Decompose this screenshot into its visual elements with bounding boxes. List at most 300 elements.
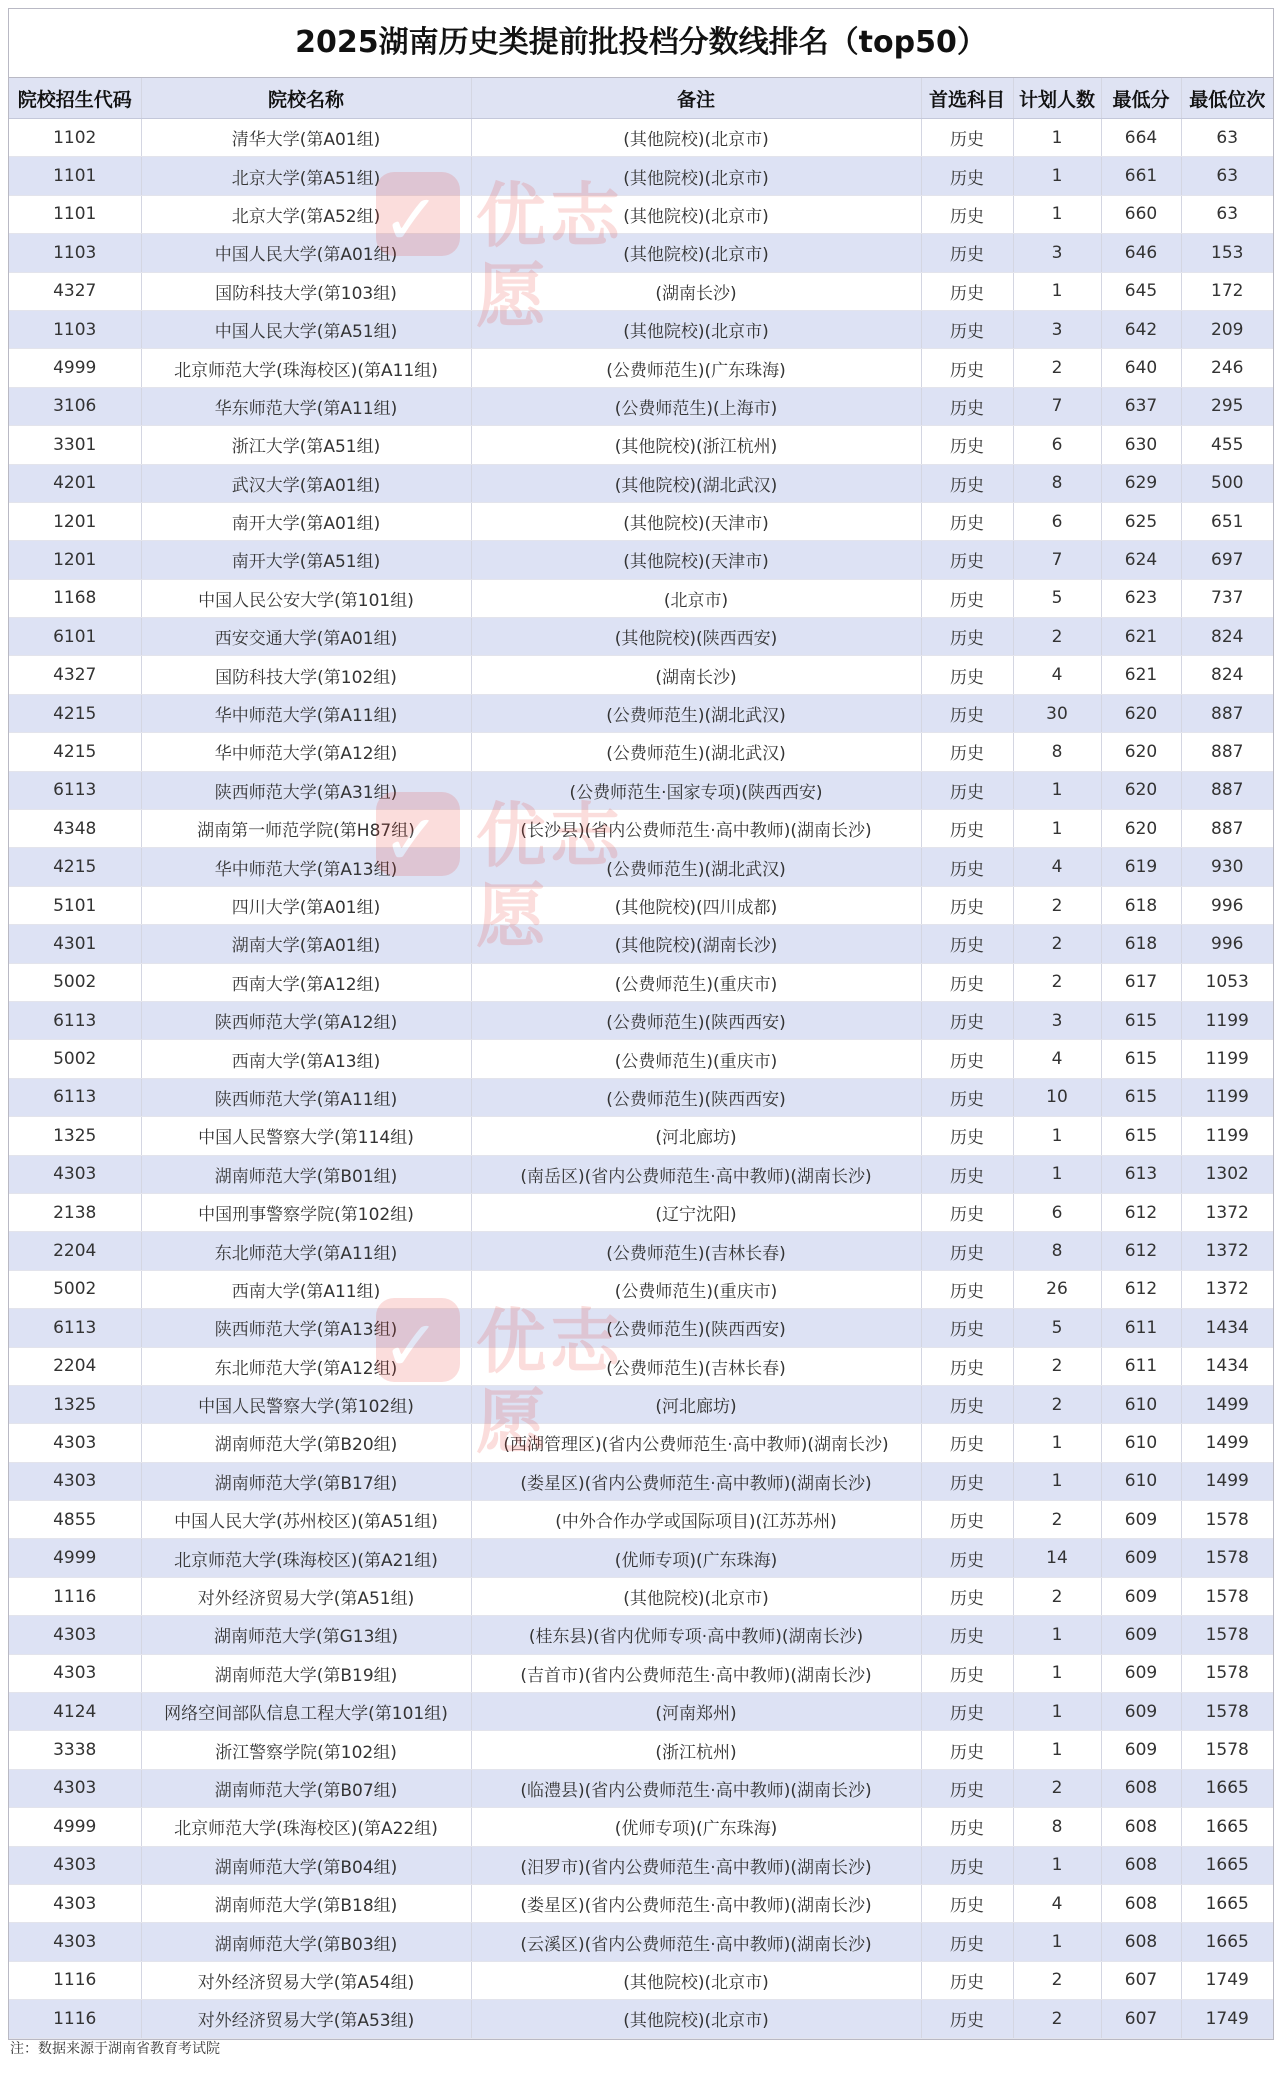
cell-school-name: 陕西师范大学(第A13组): [141, 1309, 471, 1347]
cell-min-score: 612: [1101, 1270, 1181, 1308]
cell-remarks: (公费师范生)(广东珠海): [471, 349, 921, 387]
header-school-name: 院校名称: [141, 78, 471, 119]
cell-remarks: (河北廊坊): [471, 1385, 921, 1423]
cell-school-name: 陕西师范大学(第A31组): [141, 771, 471, 809]
cell-min-rank: 737: [1181, 579, 1273, 617]
cell-min-rank: 1499: [1181, 1385, 1273, 1423]
cell-school-code: 4215: [9, 848, 141, 886]
table-row: [9, 349, 1273, 387]
cell-plan-count: 3: [1013, 1001, 1101, 1039]
cell-remarks: (公费师范生)(陕西西安): [471, 1001, 921, 1039]
cell-school-code: 3301: [9, 426, 141, 464]
table-row: [9, 1424, 1273, 1462]
cell-school-code: 3106: [9, 387, 141, 425]
table-body: [9, 119, 1273, 2039]
cell-school-code: 4303: [9, 1462, 141, 1500]
cell-school-code: 1325: [9, 1385, 141, 1423]
cell-school-name: 南开大学(第A01组): [141, 502, 471, 540]
cell-school-name: 东北师范大学(第A12组): [141, 1347, 471, 1385]
cell-min-rank: 887: [1181, 733, 1273, 771]
cell-subject: 历史: [921, 1040, 1013, 1078]
table-row: [9, 1232, 1273, 1270]
cell-school-name: 国防科技大学(第102组): [141, 656, 471, 694]
cell-min-score: 664: [1101, 119, 1181, 157]
cell-min-rank: 500: [1181, 464, 1273, 502]
table-row: [9, 1769, 1273, 1807]
cell-min-rank: 1665: [1181, 1884, 1273, 1922]
table-row: [9, 1923, 1273, 1961]
cell-remarks: (公费师范生)(湖北武汉): [471, 848, 921, 886]
cell-min-score: 629: [1101, 464, 1181, 502]
cell-school-name: 陕西师范大学(第A11组): [141, 1078, 471, 1116]
cell-subject: 历史: [921, 1961, 1013, 1999]
cell-plan-count: 3: [1013, 310, 1101, 348]
cell-min-rank: 1434: [1181, 1309, 1273, 1347]
cell-min-rank: 1665: [1181, 1923, 1273, 1961]
table-row: [9, 1385, 1273, 1423]
cell-school-code: 4855: [9, 1501, 141, 1539]
cell-subject: 历史: [921, 1193, 1013, 1231]
cell-min-rank: 887: [1181, 694, 1273, 732]
cell-subject: 历史: [921, 1462, 1013, 1500]
header-school-code: 院校招生代码: [9, 78, 141, 119]
cell-school-code: 4303: [9, 1155, 141, 1193]
cell-school-code: 4999: [9, 1808, 141, 1846]
cell-plan-count: 10: [1013, 1078, 1101, 1116]
table-row: [9, 1846, 1273, 1884]
cell-subject: 历史: [921, 349, 1013, 387]
table-row: [9, 1462, 1273, 1500]
cell-min-rank: 172: [1181, 272, 1273, 310]
cell-min-score: 620: [1101, 733, 1181, 771]
cell-school-code: 2204: [9, 1232, 141, 1270]
cell-min-score: 620: [1101, 694, 1181, 732]
cell-min-score: 615: [1101, 1117, 1181, 1155]
cell-remarks: (其他院校)(天津市): [471, 541, 921, 579]
cell-min-rank: 1302: [1181, 1155, 1273, 1193]
cell-school-name: 湖南师范大学(第B07组): [141, 1769, 471, 1807]
cell-plan-count: 1: [1013, 810, 1101, 848]
cell-school-code: 4303: [9, 1846, 141, 1884]
cell-min-rank: 1578: [1181, 1654, 1273, 1692]
cell-remarks: (其他院校)(浙江杭州): [471, 426, 921, 464]
cell-min-score: 642: [1101, 310, 1181, 348]
cell-min-rank: 209: [1181, 310, 1273, 348]
cell-min-rank: 1199: [1181, 1001, 1273, 1039]
table-row: [9, 502, 1273, 540]
cell-remarks: (娄星区)(省内公费师范生·高中教师)(湖南长沙): [471, 1884, 921, 1922]
cell-min-score: 608: [1101, 1808, 1181, 1846]
cell-school-name: 西安交通大学(第A01组): [141, 618, 471, 656]
cell-school-name: 中国人民大学(苏州校区)(第A51组): [141, 1501, 471, 1539]
cell-school-code: 4327: [9, 272, 141, 310]
cell-remarks: (长沙县)(省内公费师范生·高中教师)(湖南长沙): [471, 810, 921, 848]
cell-subject: 历史: [921, 1846, 1013, 1884]
cell-school-name: 华中师范大学(第A11组): [141, 694, 471, 732]
cell-subject: 历史: [921, 195, 1013, 233]
cell-school-code: 1116: [9, 2000, 141, 2038]
cell-min-score: 609: [1101, 1731, 1181, 1769]
cell-subject: 历史: [921, 464, 1013, 502]
table-row: [9, 1539, 1273, 1577]
cell-school-code: 1101: [9, 195, 141, 233]
cell-school-name: 湖南师范大学(第G13组): [141, 1616, 471, 1654]
cell-min-score: 637: [1101, 387, 1181, 425]
page-title: 2025湖南历史类提前批投档分数线排名（top50）: [9, 9, 1273, 78]
cell-school-name: 东北师范大学(第A11组): [141, 1232, 471, 1270]
cell-min-score: 621: [1101, 618, 1181, 656]
cell-min-score: 619: [1101, 848, 1181, 886]
cell-min-score: 612: [1101, 1232, 1181, 1270]
cell-remarks: (公费师范生)(重庆市): [471, 963, 921, 1001]
cell-min-rank: 246: [1181, 349, 1273, 387]
cell-school-name: 西南大学(第A13组): [141, 1040, 471, 1078]
cell-plan-count: 6: [1013, 1193, 1101, 1231]
cell-remarks: (湖南长沙): [471, 656, 921, 694]
cell-subject: 历史: [921, 925, 1013, 963]
cell-school-code: 4215: [9, 694, 141, 732]
cell-school-code: 1116: [9, 1961, 141, 1999]
cell-school-code: 5002: [9, 1040, 141, 1078]
cell-min-rank: 1749: [1181, 1961, 1273, 1999]
cell-school-code: 4303: [9, 1654, 141, 1692]
cell-min-rank: 824: [1181, 656, 1273, 694]
cell-plan-count: 2: [1013, 1961, 1101, 1999]
cell-min-score: 609: [1101, 1501, 1181, 1539]
cell-remarks: (云溪区)(省内公费师范生·高中教师)(湖南长沙): [471, 1923, 921, 1961]
cell-subject: 历史: [921, 234, 1013, 272]
table-row: [9, 2000, 1273, 2038]
cell-min-score: 609: [1101, 1616, 1181, 1654]
cell-school-name: 国防科技大学(第103组): [141, 272, 471, 310]
cell-school-code: 4303: [9, 1769, 141, 1807]
cell-min-score: 617: [1101, 963, 1181, 1001]
cell-min-rank: 996: [1181, 925, 1273, 963]
cell-plan-count: 2: [1013, 1501, 1101, 1539]
cell-subject: 历史: [921, 694, 1013, 732]
cell-school-name: 北京师范大学(珠海校区)(第A21组): [141, 1539, 471, 1577]
cell-subject: 历史: [921, 1270, 1013, 1308]
cell-min-score: 618: [1101, 925, 1181, 963]
table-row: [9, 1193, 1273, 1231]
cell-min-score: 620: [1101, 771, 1181, 809]
table-row: [9, 1501, 1273, 1539]
cell-subject: 历史: [921, 1654, 1013, 1692]
cell-remarks: (其他院校)(北京市): [471, 310, 921, 348]
cell-subject: 历史: [921, 618, 1013, 656]
cell-min-rank: 1665: [1181, 1846, 1273, 1884]
cell-plan-count: 2: [1013, 1577, 1101, 1615]
cell-min-rank: 1578: [1181, 1501, 1273, 1539]
cell-min-score: 609: [1101, 1539, 1181, 1577]
table-row: [9, 1884, 1273, 1922]
cell-remarks: (北京市): [471, 579, 921, 617]
cell-subject: 历史: [921, 1078, 1013, 1116]
cell-school-code: 6113: [9, 1001, 141, 1039]
cell-plan-count: 8: [1013, 1232, 1101, 1270]
cell-subject: 历史: [921, 733, 1013, 771]
table-row: [9, 1808, 1273, 1846]
cell-school-code: 1103: [9, 310, 141, 348]
cell-min-rank: 1199: [1181, 1078, 1273, 1116]
cell-min-rank: 1199: [1181, 1040, 1273, 1078]
cell-school-code: 4348: [9, 810, 141, 848]
cell-school-code: 4303: [9, 1923, 141, 1961]
cell-plan-count: 5: [1013, 1309, 1101, 1347]
cell-plan-count: 1: [1013, 1693, 1101, 1731]
cell-min-rank: 63: [1181, 157, 1273, 195]
cell-plan-count: 1: [1013, 1117, 1101, 1155]
cell-min-score: 646: [1101, 234, 1181, 272]
cell-remarks: (其他院校)(湖北武汉): [471, 464, 921, 502]
cell-subject: 历史: [921, 1923, 1013, 1961]
cell-school-name: 华中师范大学(第A13组): [141, 848, 471, 886]
cell-school-code: 1101: [9, 157, 141, 195]
cell-school-name: 湖南师范大学(第B20组): [141, 1424, 471, 1462]
cell-subject: 历史: [921, 2000, 1013, 2038]
cell-min-score: 610: [1101, 1424, 1181, 1462]
cell-subject: 历史: [921, 502, 1013, 540]
cell-school-code: 4201: [9, 464, 141, 502]
cell-remarks: (桂东县)(省内优师专项·高中教师)(湖南长沙): [471, 1616, 921, 1654]
cell-school-code: 6113: [9, 1078, 141, 1116]
table-row: [9, 771, 1273, 809]
cell-plan-count: 1: [1013, 1616, 1101, 1654]
cell-min-rank: 1053: [1181, 963, 1273, 1001]
cell-plan-count: 1: [1013, 1424, 1101, 1462]
cell-subject: 历史: [921, 963, 1013, 1001]
cell-remarks: (吉首市)(省内公费师范生·高中教师)(湖南长沙): [471, 1654, 921, 1692]
cell-plan-count: 2: [1013, 963, 1101, 1001]
cell-subject: 历史: [921, 1501, 1013, 1539]
cell-remarks: (其他院校)(北京市): [471, 1961, 921, 1999]
cell-min-score: 620: [1101, 810, 1181, 848]
cell-subject: 历史: [921, 272, 1013, 310]
cell-min-score: 623: [1101, 579, 1181, 617]
cell-min-score: 615: [1101, 1078, 1181, 1116]
cell-plan-count: 1: [1013, 195, 1101, 233]
table-row: [9, 810, 1273, 848]
cell-subject: 历史: [921, 426, 1013, 464]
cell-subject: 历史: [921, 157, 1013, 195]
cell-subject: 历史: [921, 1577, 1013, 1615]
cell-plan-count: 1: [1013, 272, 1101, 310]
cell-min-score: 612: [1101, 1193, 1181, 1231]
cell-min-score: 609: [1101, 1693, 1181, 1731]
cell-school-name: 湖南师范大学(第B19组): [141, 1654, 471, 1692]
cell-remarks: (河北廊坊): [471, 1117, 921, 1155]
cell-min-score: 609: [1101, 1654, 1181, 1692]
cell-plan-count: 2: [1013, 1385, 1101, 1423]
cell-remarks: (中外合作办学或国际项目)(江苏苏州): [471, 1501, 921, 1539]
cell-remarks: (其他院校)(北京市): [471, 234, 921, 272]
cell-plan-count: 30: [1013, 694, 1101, 732]
cell-remarks: (公费师范生)(陕西西安): [471, 1309, 921, 1347]
cell-remarks: (娄星区)(省内公费师范生·高中教师)(湖南长沙): [471, 1462, 921, 1500]
cell-school-name: 湖南第一师范学院(第H87组): [141, 810, 471, 848]
cell-plan-count: 3: [1013, 234, 1101, 272]
cell-remarks: (公费师范生)(湖北武汉): [471, 694, 921, 732]
cell-min-rank: 1434: [1181, 1347, 1273, 1385]
cell-min-score: 630: [1101, 426, 1181, 464]
cell-plan-count: 4: [1013, 656, 1101, 694]
score-table-sheet: [8, 8, 1274, 2040]
cell-min-rank: 1372: [1181, 1270, 1273, 1308]
cell-remarks: (临澧县)(省内公费师范生·高中教师)(湖南长沙): [471, 1769, 921, 1807]
cell-min-score: 610: [1101, 1385, 1181, 1423]
cell-subject: 历史: [921, 1385, 1013, 1423]
cell-school-code: 1168: [9, 579, 141, 617]
cell-school-code: 1102: [9, 119, 141, 157]
cell-remarks: (其他院校)(陕西西安): [471, 618, 921, 656]
cell-min-score: 611: [1101, 1309, 1181, 1347]
cell-subject: 历史: [921, 1808, 1013, 1846]
cell-subject: 历史: [921, 579, 1013, 617]
cell-plan-count: 2: [1013, 618, 1101, 656]
cell-remarks: (其他院校)(北京市): [471, 2000, 921, 2038]
cell-min-score: 624: [1101, 541, 1181, 579]
table-row: [9, 1155, 1273, 1193]
cell-subject: 历史: [921, 1155, 1013, 1193]
cell-school-name: 浙江警察学院(第102组): [141, 1731, 471, 1769]
cell-plan-count: 7: [1013, 387, 1101, 425]
cell-min-rank: 1665: [1181, 1769, 1273, 1807]
cell-remarks: (其他院校)(北京市): [471, 157, 921, 195]
cell-subject: 历史: [921, 848, 1013, 886]
cell-remarks: (公费师范生)(吉林长春): [471, 1347, 921, 1385]
cell-school-name: 北京师范大学(珠海校区)(第A11组): [141, 349, 471, 387]
cell-remarks: (其他院校)(北京市): [471, 1577, 921, 1615]
cell-school-code: 6101: [9, 618, 141, 656]
cell-min-score: 618: [1101, 886, 1181, 924]
cell-min-score: 608: [1101, 1769, 1181, 1807]
cell-plan-count: 1: [1013, 1654, 1101, 1692]
cell-min-rank: 63: [1181, 195, 1273, 233]
cell-min-rank: 1372: [1181, 1232, 1273, 1270]
cell-subject: 历史: [921, 1117, 1013, 1155]
cell-school-name: 湖南大学(第A01组): [141, 925, 471, 963]
cell-remarks: (公费师范生)(湖北武汉): [471, 733, 921, 771]
cell-plan-count: 2: [1013, 1347, 1101, 1385]
cell-min-rank: 295: [1181, 387, 1273, 425]
cell-min-score: 609: [1101, 1577, 1181, 1615]
cell-school-name: 中国人民大学(第A01组): [141, 234, 471, 272]
table-row: [9, 1961, 1273, 1999]
cell-school-name: 对外经济贸易大学(第A53组): [141, 2000, 471, 2038]
cell-school-code: 4303: [9, 1616, 141, 1654]
cell-school-name: 北京大学(第A52组): [141, 195, 471, 233]
cell-school-name: 中国刑事警察学院(第102组): [141, 1193, 471, 1231]
cell-min-score: 645: [1101, 272, 1181, 310]
cell-school-name: 中国人民公安大学(第101组): [141, 579, 471, 617]
cell-min-score: 608: [1101, 1846, 1181, 1884]
cell-min-score: 611: [1101, 1347, 1181, 1385]
table-row: [9, 1270, 1273, 1308]
cell-school-code: 1325: [9, 1117, 141, 1155]
cell-school-name: 陕西师范大学(第A12组): [141, 1001, 471, 1039]
cell-school-code: 4303: [9, 1884, 141, 1922]
cell-school-code: 3338: [9, 1731, 141, 1769]
table-row: [9, 426, 1273, 464]
cell-subject: 历史: [921, 810, 1013, 848]
cell-subject: 历史: [921, 1001, 1013, 1039]
cell-min-rank: 455: [1181, 426, 1273, 464]
cell-school-name: 北京大学(第A51组): [141, 157, 471, 195]
cell-remarks: (湖南长沙): [471, 272, 921, 310]
header-remarks: 备注: [471, 78, 921, 119]
cell-school-code: 6113: [9, 1309, 141, 1347]
cell-school-name: 南开大学(第A51组): [141, 541, 471, 579]
cell-school-name: 武汉大学(第A01组): [141, 464, 471, 502]
cell-school-code: 1201: [9, 541, 141, 579]
cell-min-rank: 1578: [1181, 1539, 1273, 1577]
cell-min-score: 615: [1101, 1040, 1181, 1078]
cell-plan-count: 5: [1013, 579, 1101, 617]
cell-plan-count: 4: [1013, 1884, 1101, 1922]
cell-min-score: 640: [1101, 349, 1181, 387]
cell-school-code: 5002: [9, 1270, 141, 1308]
cell-school-code: 5002: [9, 963, 141, 1001]
cell-subject: 历史: [921, 119, 1013, 157]
cell-school-name: 湖南师范大学(第B04组): [141, 1846, 471, 1884]
cell-min-rank: 63: [1181, 119, 1273, 157]
table-row: [9, 925, 1273, 963]
cell-remarks: (其他院校)(北京市): [471, 195, 921, 233]
cell-plan-count: 1: [1013, 1155, 1101, 1193]
cell-school-code: 4327: [9, 656, 141, 694]
cell-min-rank: 697: [1181, 541, 1273, 579]
cell-plan-count: 1: [1013, 157, 1101, 195]
cell-plan-count: 6: [1013, 502, 1101, 540]
cell-subject: 历史: [921, 771, 1013, 809]
cell-plan-count: 7: [1013, 541, 1101, 579]
cell-plan-count: 8: [1013, 464, 1101, 502]
cell-min-score: 607: [1101, 2000, 1181, 2038]
cell-plan-count: 1: [1013, 119, 1101, 157]
cell-plan-count: 2: [1013, 2000, 1101, 2038]
table-row: [9, 1347, 1273, 1385]
cell-plan-count: 1: [1013, 1923, 1101, 1961]
cell-school-code: 4303: [9, 1424, 141, 1462]
cell-remarks: (西湖管理区)(省内公费师范生·高中教师)(湖南长沙): [471, 1424, 921, 1462]
table-row: [9, 234, 1273, 272]
cell-plan-count: 2: [1013, 925, 1101, 963]
cell-min-score: 613: [1101, 1155, 1181, 1193]
cell-plan-count: 1: [1013, 1731, 1101, 1769]
cell-school-code: 4999: [9, 349, 141, 387]
cell-school-code: 5101: [9, 886, 141, 924]
cell-min-score: 621: [1101, 656, 1181, 694]
cell-min-score: 615: [1101, 1001, 1181, 1039]
cell-min-rank: 1499: [1181, 1424, 1273, 1462]
table-row: [9, 1693, 1273, 1731]
table-row: [9, 1040, 1273, 1078]
cell-remarks: (公费师范生·国家专项)(陕西西安): [471, 771, 921, 809]
cell-min-rank: 1578: [1181, 1577, 1273, 1615]
cell-school-name: 中国人民大学(第A51组): [141, 310, 471, 348]
cell-min-rank: 1665: [1181, 1808, 1273, 1846]
cell-subject: 历史: [921, 1616, 1013, 1654]
header-min-rank: 最低位次: [1181, 78, 1273, 119]
header-subject: 首选科目: [921, 78, 1013, 119]
cell-plan-count: 2: [1013, 349, 1101, 387]
table-row: [9, 1616, 1273, 1654]
cell-remarks: (其他院校)(北京市): [471, 119, 921, 157]
table-row: [9, 387, 1273, 425]
cell-subject: 历史: [921, 656, 1013, 694]
table-row: [9, 1309, 1273, 1347]
cell-subject: 历史: [921, 1232, 1013, 1270]
